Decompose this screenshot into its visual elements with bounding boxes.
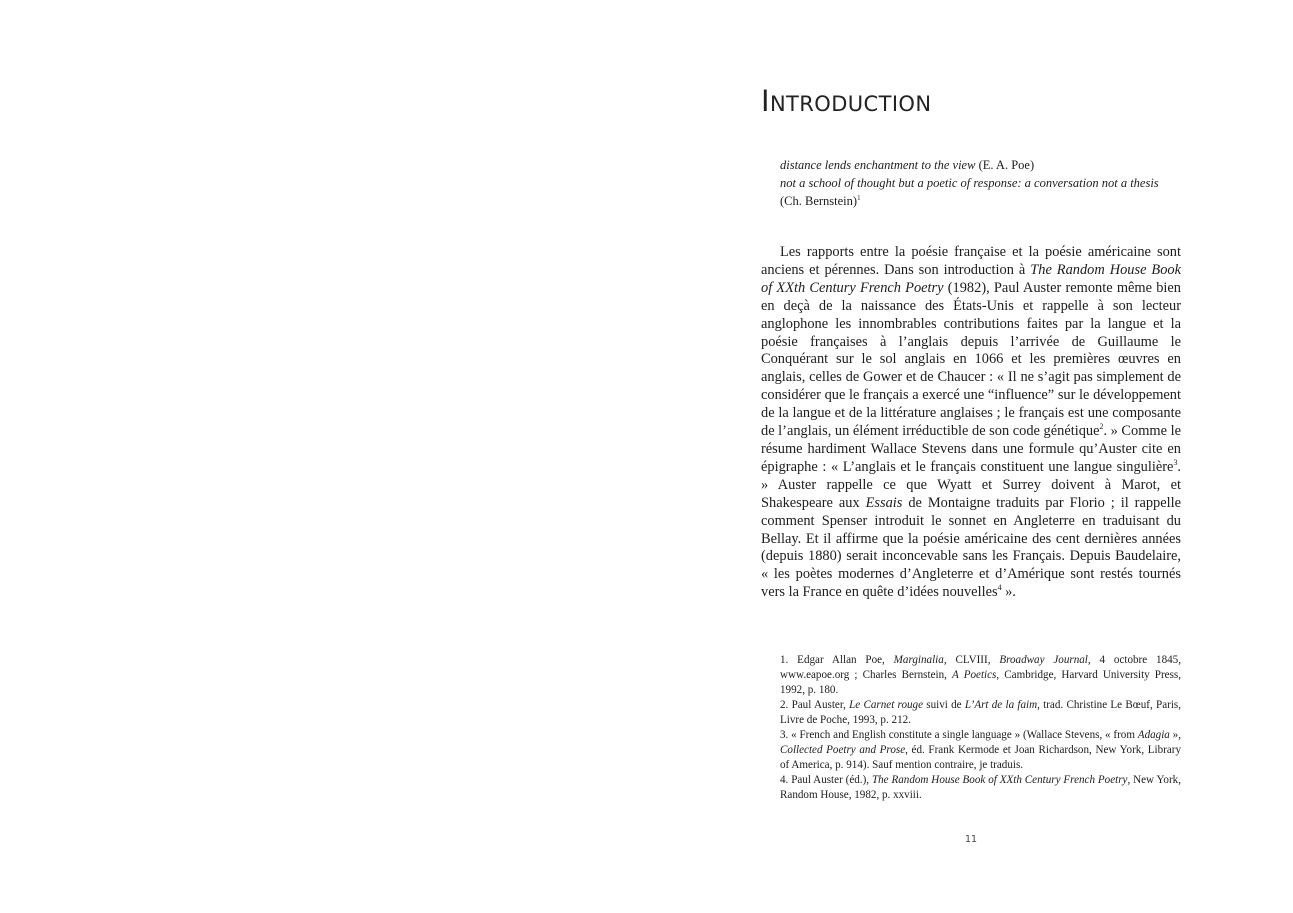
footnote-1 [780, 653, 1181, 698]
body-text-4: . » Auster rappelle ce que Wyatt et Surrey doivent à Marot, et Shakespeare aux [761, 458, 1181, 511]
footnote-ref-4: 4 [997, 583, 1002, 593]
footnote-3 [780, 728, 1181, 773]
footnote-1-title: A Poetics [952, 669, 997, 681]
body-text-5: de Montaigne traduits par Florio ; il rappelle comment Spenser introduit le sonnet en Angleterre en traduisant du Bellay. Et il affirme que la poésie américaine des cent dernières années (depuis 1880) serait inconcevable sans les Français. Depuis Baudelaire, « les poètes modernes d’Angleterre et d’Amérique sont restés tournés vers la France en quête d’idées nouvelles [761, 494, 1181, 601]
footnote-ref-1: 1 [857, 194, 861, 202]
body-title-essais: Essais [865, 494, 903, 511]
footnotes [780, 653, 1181, 803]
footnote-3-text: », [1169, 729, 1181, 741]
chapter-title [761, 84, 931, 118]
body-title-random-house: The Random House Book of XXth Century French Poetry [761, 261, 1181, 296]
title-rest: NTRODUCTION [769, 92, 932, 116]
footnote-3-title: Collected Poetry and Prose [780, 744, 906, 756]
footnote-1-text: , CLVIII, [943, 654, 1000, 666]
footnote-2-title: L’Art de la faim [964, 699, 1038, 711]
title-initial: I [761, 84, 770, 118]
body-text-1: Les rapports entre la poésie française et la poésie américaine sont anciens et pérennes. Dans son introduction à [761, 244, 1181, 278]
footnote-4-text: , New York, Random House, 1982, p. xxviii. [780, 774, 1181, 801]
body-text-6: ». [1001, 584, 1016, 601]
epigraph-line-2 [780, 174, 1180, 192]
footnote-1-title: Marginalia [893, 654, 944, 666]
body-text-2: (1982), Paul Auster remonte même bien en deçà de la naissance des États-Unis et rappelle à son lecteur anglophone les innombrables contributions faites par la langue et la poésie françaises à l’anglais depuis l’arrivée de Guillaume le Conquérant sur le sol anglais en 1066 et les premières œuvres en anglais, celles de Gower et de Chaucer : « Il ne s’agit pas simplement de considérer que le français a exercé une “influence” sur le développement de la langue et de la littérature anglaises ; le français est une composante de l’anglais, un élément irréductible de son code génétique [761, 279, 1181, 440]
footnote-ref-3: 3 [1173, 458, 1178, 468]
body-paragraph [761, 244, 1181, 602]
epigraph-attribution-bernstein: (Ch. Bernstein) [780, 194, 858, 208]
footnote-1-text: 1. Edgar Allan Poe, [780, 654, 894, 666]
footnote-2-text: 2. Paul Auster, [780, 699, 850, 711]
footnote-2-text: suivi de [923, 699, 965, 711]
footnote-1-text: , Cambridge, Harvard University Press, 1992, p. 180. [780, 669, 1181, 696]
epigraph-line-3 [780, 192, 1180, 210]
epigraph [780, 156, 1180, 210]
body-text-3: . » Comme le résume hardiment Wallace Stevens dans une formule qu’Auster cite en épigraphe : « L’anglais et le français constituent une langue singulière [761, 423, 1181, 475]
footnote-3-text: , éd. Frank Kermode et Joan Richardson, New York, Library of America, p. 914). Sauf mention contraire, je traduis. [780, 744, 1181, 771]
footnote-2-text: , trad. Christine Le Bœuf, Paris, Livre de Poche, 1993, p. 212. [780, 699, 1181, 726]
footnote-ref-2: 2 [1099, 422, 1104, 432]
footnote-1-text: , 4 octobre 1845, www.eapoe.org ; Charles Bernstein, [780, 654, 1181, 681]
epigraph-line-1 [780, 156, 1180, 174]
footnote-4-text: 4. Paul Auster (éd.), [780, 774, 872, 786]
book-page [761, 0, 1181, 913]
epigraph-quote-poe: distance lends enchantment to the view [780, 158, 976, 172]
footnote-2-title: Le Carnet rouge [849, 699, 924, 711]
page-number: 11 [964, 834, 978, 845]
footnote-4 [780, 773, 1181, 803]
footnote-3-title: Adagia [1137, 729, 1170, 741]
epigraph-quote-bernstein: not a school of thought but a poetic of response: a conversation not a thesis [780, 176, 1159, 190]
footnote-4-title: The Random House Book of XXth Century French Poetry [871, 774, 1128, 786]
footnote-1-title: Broadway Journal [999, 654, 1088, 666]
footnote-3-text: 3. « French and English constitute a single language » (Wallace Stevens, « from [780, 729, 1138, 741]
epigraph-attribution-poe: (E. A. Poe) [975, 158, 1035, 172]
footnote-2 [780, 698, 1181, 728]
